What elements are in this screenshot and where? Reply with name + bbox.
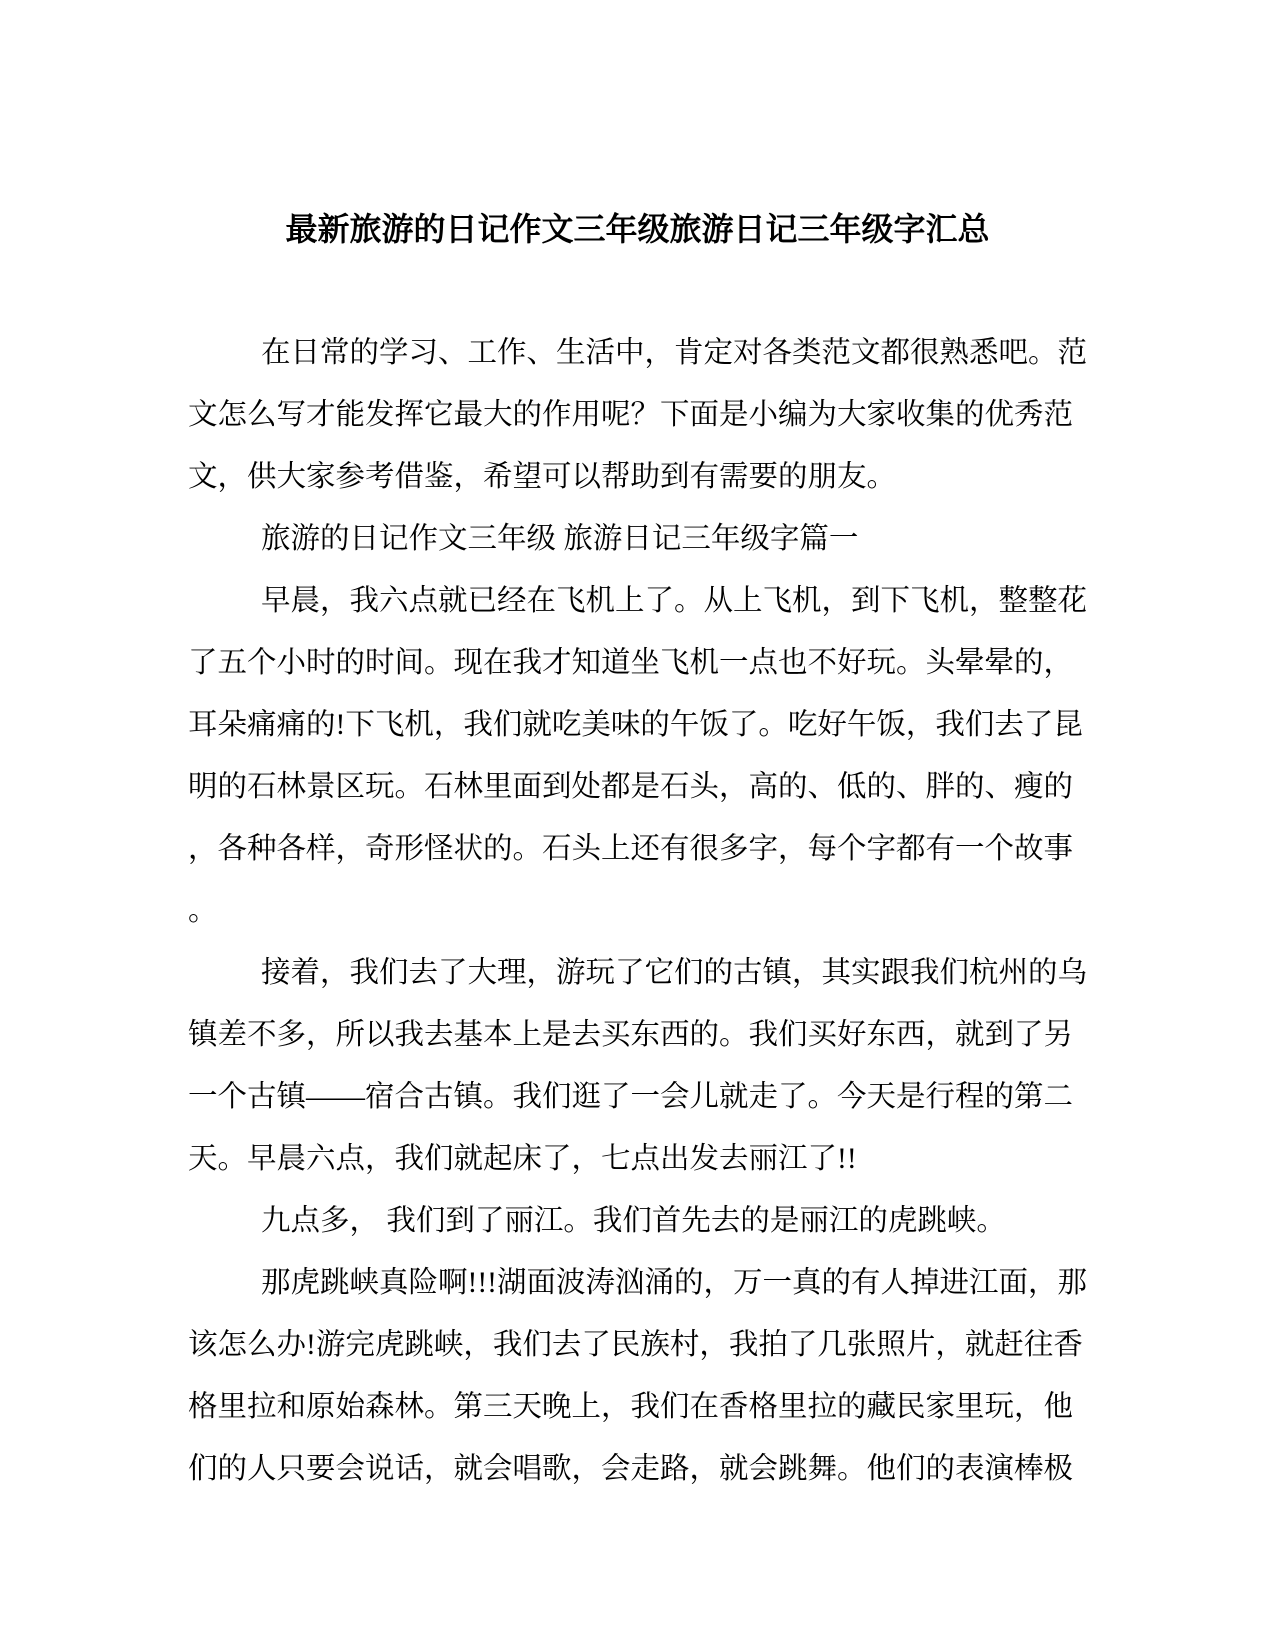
text-line: 该怎么办!游完虎跳峡，我们去了民族村，我拍了几张照片，就赶往香 bbox=[188, 1329, 1083, 1361]
paragraph bbox=[188, 1252, 1087, 1500]
text-line: 那虎跳峡真险啊!!!湖面波涛汹涌的，万一真的有人掉进江面，那 bbox=[261, 1267, 1087, 1299]
document-content bbox=[188, 322, 1088, 1500]
text-line: 旅游的日记作文三年级 旅游日记三年级字篇一 bbox=[261, 523, 859, 555]
text-line: 文，供大家参考借鉴，希望可以帮助到有需要的朋友。 bbox=[188, 461, 897, 493]
text-line: 了五个小时的时间。现在我才知道坐飞机一点也不好玩。头晕晕的， bbox=[188, 647, 1074, 679]
paragraph bbox=[188, 570, 1088, 942]
text-line: 格里拉和原始森林。第三天晚上，我们在香格里拉的藏民家里玩，他 bbox=[188, 1391, 1074, 1423]
text-line: 一个古镇——宿合古镇。我们逛了一会儿就走了。今天是行程的第二 bbox=[188, 1081, 1074, 1113]
paragraph bbox=[188, 322, 1088, 508]
text-line: 文怎么写才能发挥它最大的作用呢？下面是小编为大家收集的优秀范 bbox=[188, 399, 1074, 431]
text-line: 镇差不多，所以我去基本上是去买东西的。我们买好东西，就到了另 bbox=[188, 1019, 1074, 1051]
text-line: 在日常的学习、工作、生活中，肯定对各类范文都很熟悉吧。范 bbox=[261, 337, 1088, 369]
text-line: ，各种各样，奇形怪状的。石头上还有很多字，每个字都有一个故事 bbox=[188, 833, 1074, 865]
document-title: 最新旅游的日记作文三年级旅游日记三年级字汇总 bbox=[285, 211, 990, 247]
text-line: 明的石林景区玩。石林里面到处都是石头，高的、低的、胖的、瘦的 bbox=[188, 771, 1074, 803]
paragraph bbox=[188, 942, 1088, 1190]
text-line: 接着，我们去了大理，游玩了它们的古镇，其实跟我们杭州的乌 bbox=[261, 957, 1088, 989]
paragraph bbox=[188, 1190, 1077, 1252]
text-line: 。 bbox=[188, 895, 218, 927]
text-line: 九点多， 我们到了丽江。我们首先去的是丽江的虎跳峡。 bbox=[261, 1205, 1006, 1237]
text-line: 耳朵痛痛的!下飞机，我们就吃美味的午饭了。吃好午饭，我们去了昆 bbox=[188, 709, 1083, 741]
paragraph bbox=[188, 508, 1077, 570]
text-line: 们的人只要会说话，就会唱歌，会走路，就会跳舞。他们的表演棒极 bbox=[188, 1453, 1074, 1485]
text-line: 早晨，我六点就已经在飞机上了。从上飞机，到下飞机，整整花 bbox=[261, 585, 1088, 617]
text-line: 天。早晨六点，我们就起床了，七点出发去丽江了!! bbox=[188, 1143, 857, 1175]
